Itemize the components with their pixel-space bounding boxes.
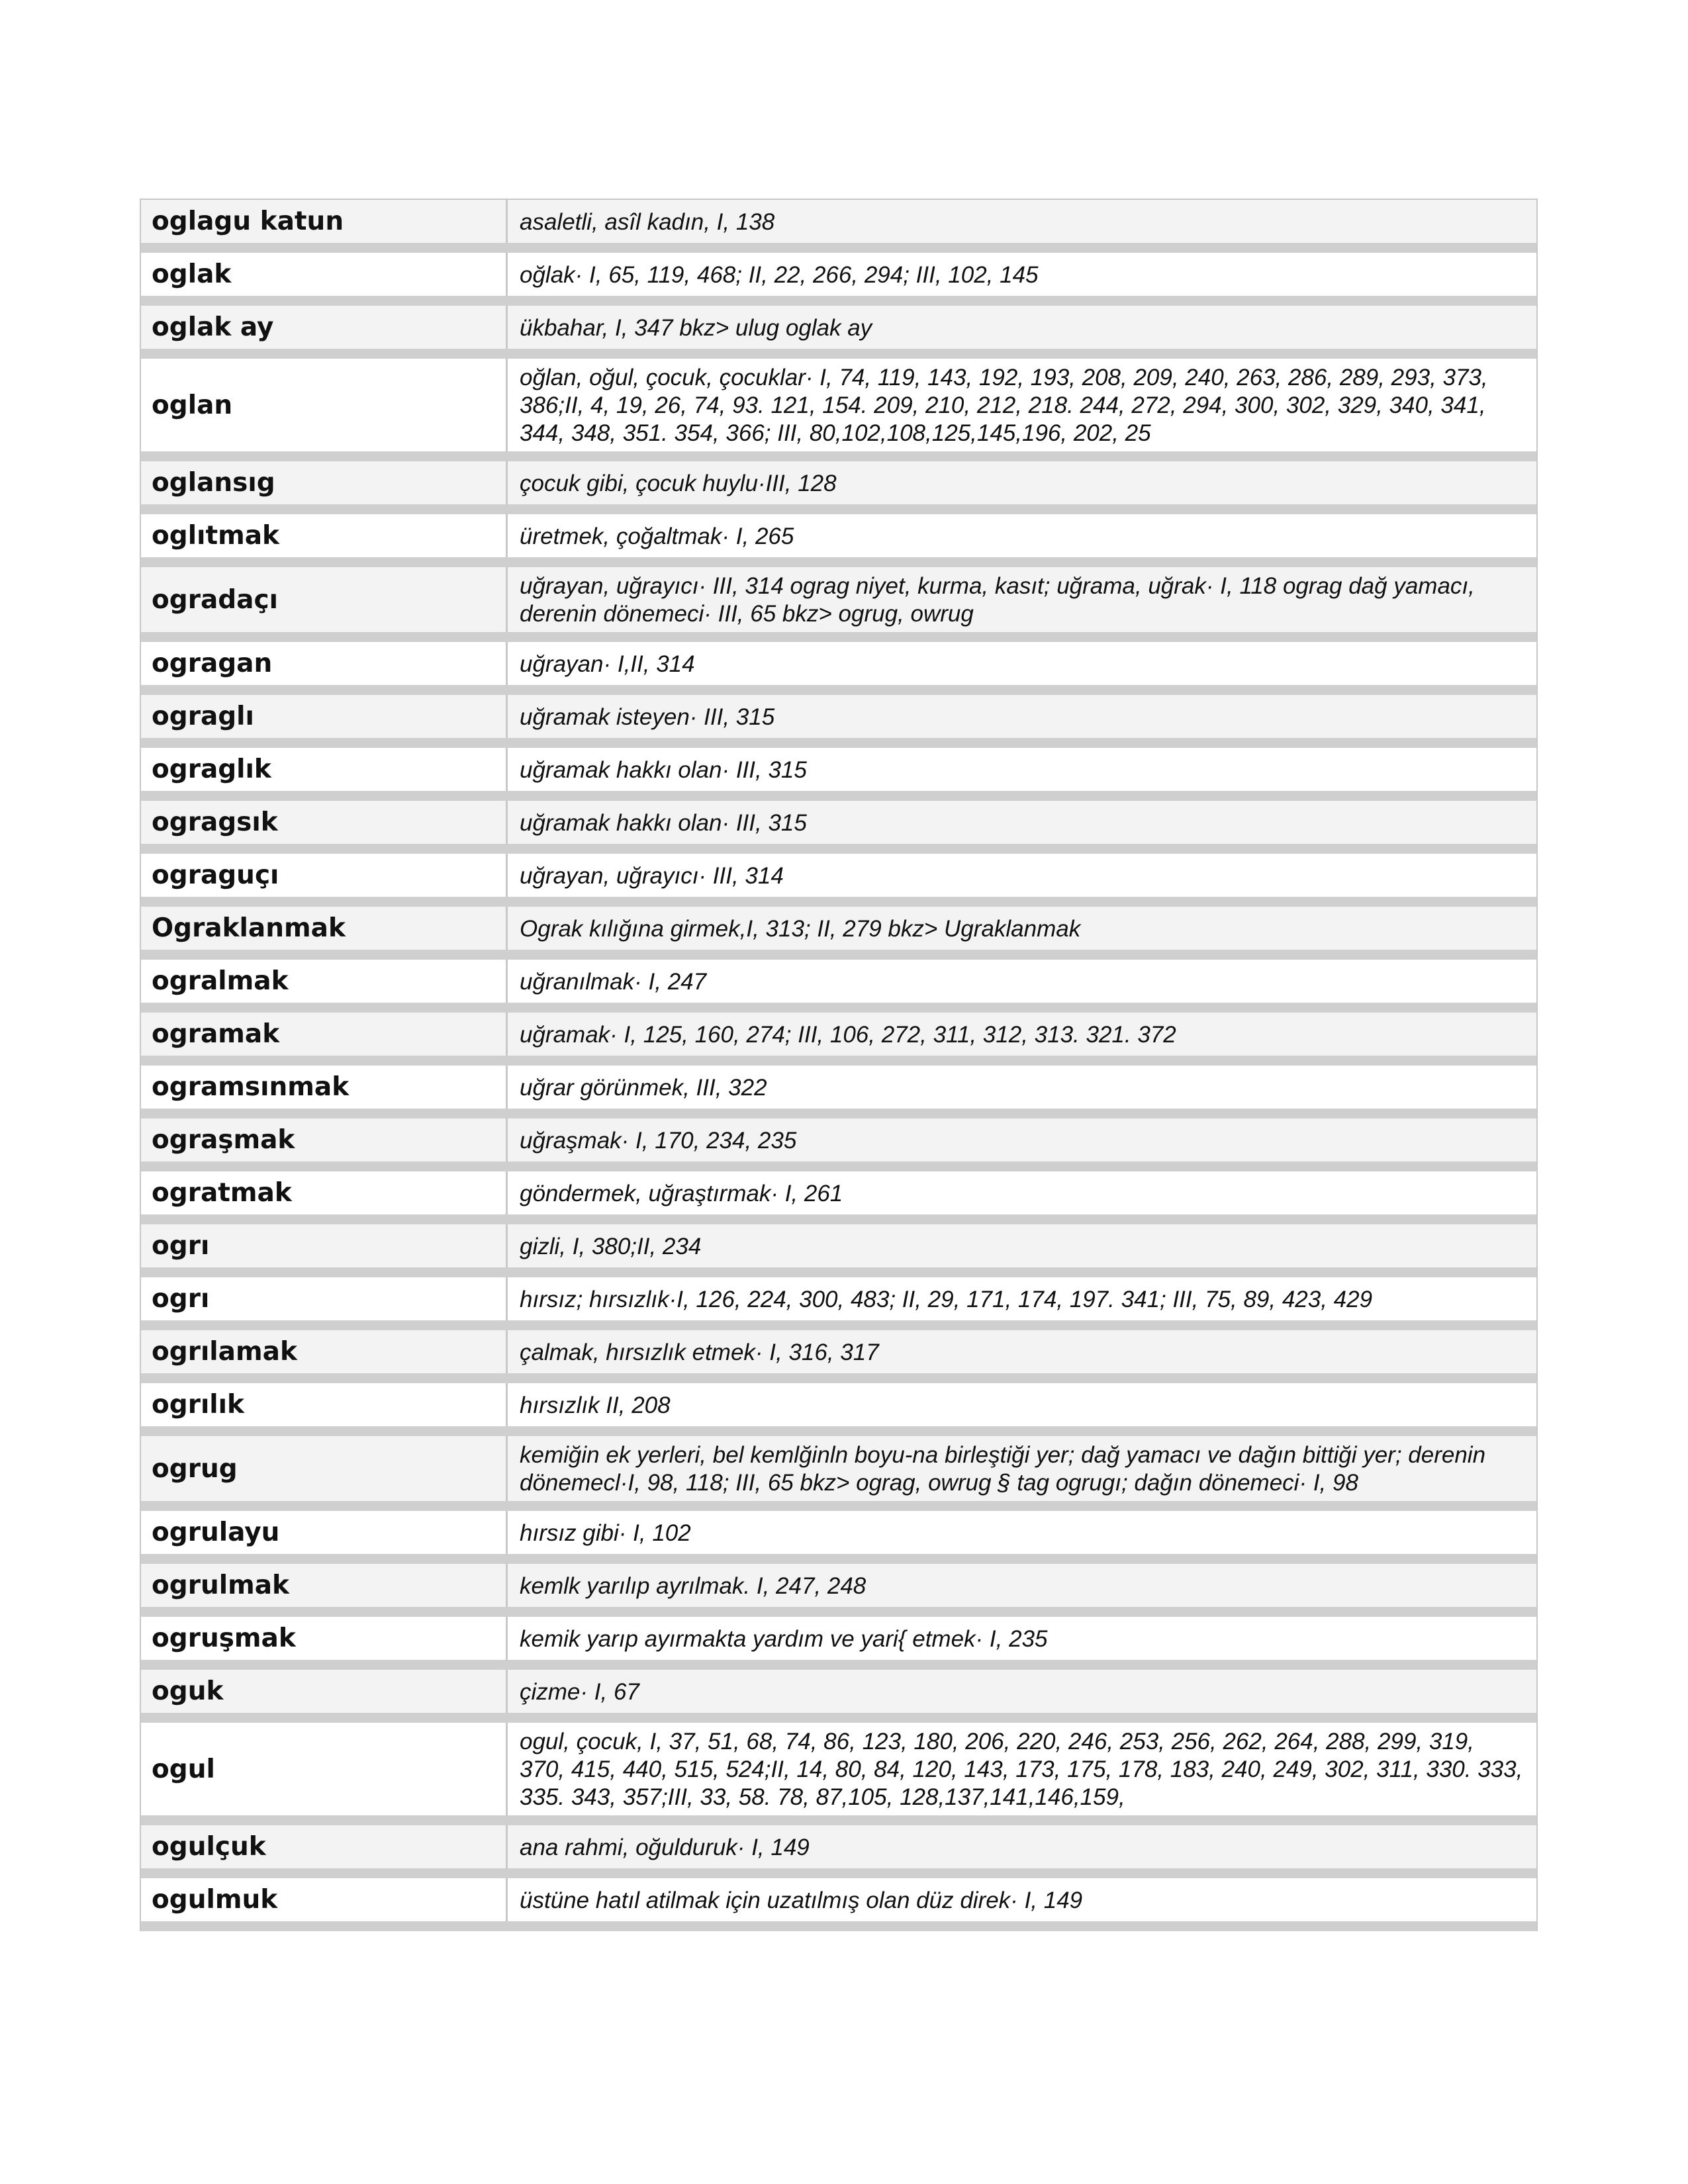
table-row — [141, 306, 1536, 359]
term-cell: oglansıg — [141, 461, 508, 504]
table-row — [141, 1723, 1536, 1825]
table-row — [141, 695, 1536, 748]
definition-cell: ana rahmi, oğulduruk· I, 149 — [520, 1834, 810, 1860]
table-row — [141, 1224, 1536, 1277]
table-row — [141, 359, 1536, 461]
definition-cell: uğramak hakkı olan· III, 315 — [520, 756, 807, 783]
definition-cell: uğramak isteyen· III, 315 — [520, 704, 775, 730]
table-row — [141, 1066, 1536, 1118]
term-cell: ogul — [141, 1723, 508, 1815]
term-cell: ogrılamak — [141, 1330, 508, 1373]
definition-cell: kemik yarıp ayırmakta yardım ve yari{ etmek· I, 235 — [520, 1625, 1048, 1652]
definition-cell: oğlak· I, 65, 119, 468; II, 22, 266, 294; III, 102, 145 — [520, 261, 1039, 288]
table-row — [141, 748, 1536, 801]
term-cell: oglak ay — [141, 306, 508, 349]
term-cell: oglıtmak — [141, 514, 508, 557]
term-cell: ogramsınmak — [141, 1066, 508, 1109]
term-cell: ogragsık — [141, 801, 508, 844]
table-row — [141, 1171, 1536, 1224]
definition-cell: hırsızlık II, 208 — [520, 1392, 671, 1418]
definition-cell: hırsız; hırsızlık·I, 126, 224, 300, 483; II, 29, 171, 174, 197. 341; III, 75, 89, 423, 429 — [520, 1286, 1373, 1312]
term-cell: ograglık — [141, 748, 508, 791]
term-cell: ogrug — [141, 1436, 508, 1501]
definition-cell: üstüne hatıl atilmak için uzatılmış olan düz direk· I, 149 — [520, 1887, 1083, 1913]
definition-cell: uğraşmak· I, 170, 234, 235 — [520, 1127, 797, 1154]
table-row — [141, 1118, 1536, 1171]
definition-cell: göndermek, uğraştırmak· I, 261 — [520, 1180, 843, 1206]
term-cell: oglan — [141, 359, 508, 451]
definition-cell: uğramak· I, 125, 160, 274; III, 106, 272, 311, 312, 313. 321. 372 — [520, 1021, 1176, 1048]
definition-cell: çocuk gibi, çocuk huylu·III, 128 — [520, 470, 837, 496]
definition-cell: uğrayan, uğrayıcı· III, 314 ograg niyet, kurma, kasıt; uğrama, uğrak· I, 118 ograg dağ yamacı, derenin dönemeci· III, 65 bkz> ogrug, owrug — [520, 573, 1475, 627]
definition-cell: çalmak, hırsızlık etmek· I, 316, 317 — [520, 1339, 879, 1365]
table-row — [141, 960, 1536, 1013]
term-cell: Ograklanmak — [141, 907, 508, 950]
table-row — [141, 1670, 1536, 1723]
table-row — [141, 1617, 1536, 1670]
term-cell: oguk — [141, 1670, 508, 1713]
table-row — [141, 1878, 1536, 1931]
table-row — [141, 1330, 1536, 1383]
table-row — [141, 1511, 1536, 1564]
term-cell: ogradaçı — [141, 567, 508, 632]
term-cell: ogrulmak — [141, 1564, 508, 1607]
table-row — [141, 1436, 1536, 1511]
definition-cell: uğramak hakkı olan· III, 315 — [520, 809, 807, 836]
term-cell: ogrı — [141, 1224, 508, 1267]
term-cell: ogulçuk — [141, 1825, 508, 1868]
definition-cell: gizli, I, 380;II, 234 — [520, 1233, 702, 1259]
table-row — [141, 801, 1536, 854]
definition-cell: uğrayan, uğrayıcı· III, 314 — [520, 862, 784, 889]
definition-cell: kemiğin ek yerleri, bel kemlğinln boyu-na birleştiği yer; dağ yamacı ve dağın bittiği yer; derenin dönemecl·I, 98, 118; III, 65 bkz> ograg, owrug § tag ogrugı; dağın dönemeci· I, 98 — [520, 1442, 1486, 1496]
definition-cell: uğrar görünmek, III, 322 — [520, 1074, 767, 1101]
table-row — [141, 1825, 1536, 1878]
term-cell: oglagu katun — [141, 200, 508, 243]
term-cell: ograguçı — [141, 854, 508, 897]
term-cell: ogrı — [141, 1277, 508, 1320]
term-cell: ogruşmak — [141, 1617, 508, 1660]
table-row — [141, 1564, 1536, 1617]
definition-cell: kemlk yarılıp ayrılmak. I, 247, 248 — [520, 1572, 867, 1599]
table-row — [141, 514, 1536, 567]
term-cell: ogragan — [141, 642, 508, 685]
definition-cell: hırsız gibi· I, 102 — [520, 1520, 691, 1546]
definition-cell: asaletli, asîl kadın, I, 138 — [520, 208, 775, 235]
table-row — [141, 461, 1536, 514]
term-cell: ogratmak — [141, 1171, 508, 1214]
term-cell: ogrulayu — [141, 1511, 508, 1554]
term-cell: ogramak — [141, 1013, 508, 1056]
term-cell: ograşmak — [141, 1118, 508, 1161]
term-cell: ogulmuk — [141, 1878, 508, 1921]
table-row — [141, 1013, 1536, 1066]
definition-cell: ogul, çocuk, I, 37, 51, 68, 74, 86, 123, 180, 206, 220, 246, 253, 256, 262, 264, 288, 299, 319, 370, 415, 440, 515, 524;II, 14, 80, 84, 120, 143, 173, 175, 178, 183, 240, 249, 302, 311, 330. 333, 335. 343, 357;III, 33, 58. 78, 87,105, 128,137,141,146,159, — [520, 1729, 1523, 1810]
definition-cell: uğranılmak· I, 247 — [520, 968, 707, 995]
table-row — [141, 200, 1536, 253]
definition-cell: ükbahar, I, 347 bkz> ulug oglak ay — [520, 314, 872, 341]
glossary-table — [140, 199, 1538, 1931]
table-row — [141, 1383, 1536, 1436]
term-cell: ograglı — [141, 695, 508, 738]
term-cell: oglak — [141, 253, 508, 296]
term-cell: ogralmak — [141, 960, 508, 1003]
definition-cell: çizme· I, 67 — [520, 1678, 639, 1705]
table-row — [141, 1277, 1536, 1330]
table-row — [141, 567, 1536, 642]
definition-cell: oğlan, oğul, çocuk, çocuklar· I, 74, 119, 143, 192, 193, 208, 209, 240, 263, 286, 289, 293, 373, 386;II, 4, 19, 26, 74, 93. 121, 154. 209, 210, 212, 218. 244, 272, 294, 300, 302, 329, 340, 341, 344, 348, 351. 354, 366; III, 80,102,108,125,145,196, 202, 25 — [520, 365, 1488, 446]
definition-cell: Ograk kılığına girmek,I, 313; II, 279 bkz> Ugraklanmak — [520, 915, 1081, 942]
table-row — [141, 642, 1536, 695]
table-row — [141, 907, 1536, 960]
definition-cell: üretmek, çoğaltmak· I, 265 — [520, 523, 794, 549]
definition-cell: uğrayan· I,II, 314 — [520, 651, 695, 677]
term-cell: ogrılık — [141, 1383, 508, 1426]
table-row — [141, 854, 1536, 907]
table-row — [141, 253, 1536, 306]
